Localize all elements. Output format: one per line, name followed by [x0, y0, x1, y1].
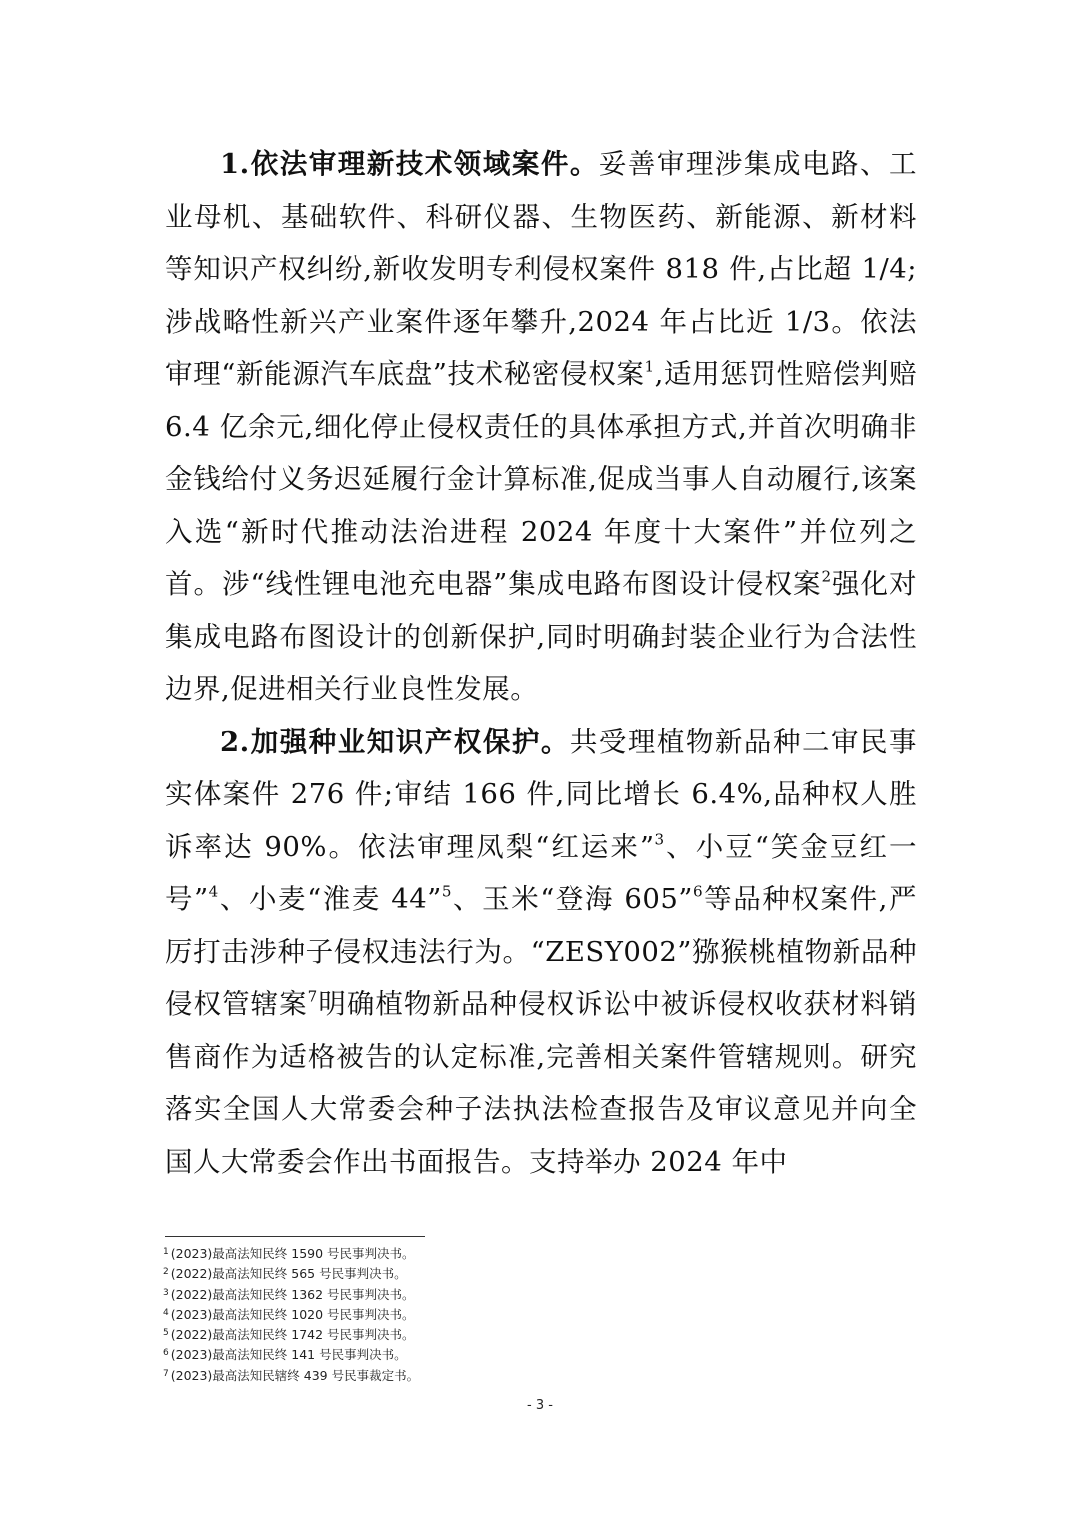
footnote-number: 1	[163, 1247, 169, 1257]
footnote-number: 2	[163, 1267, 169, 1278]
paragraph-text: 、小麦“淮麦 44”	[218, 883, 442, 915]
footnote-number: 7	[163, 1368, 169, 1379]
footnote-text: (2022)最高法知民终 1742 号民事判决书。	[170, 1327, 415, 1343]
footnote-item	[163, 1366, 863, 1386]
footnote-ref[interactable]: 2	[821, 567, 832, 586]
footnote-text: (2022)最高法知民终 1362 号民事判决书。	[170, 1286, 415, 1302]
paragraph-text: 共受理植物新品种二审民事实体案件 276 件;审结 166 件,同比增长 6.4%,品种权人胜诉率达 90%。依法审理凤梨“红运来”	[165, 725, 917, 863]
footnote-number: 3	[163, 1287, 169, 1298]
footnote-item	[163, 1264, 863, 1284]
footnote-ref[interactable]: 3	[654, 830, 665, 849]
footnote-ref[interactable]: 5	[441, 882, 452, 901]
paragraph-text: 、小豆“笑金豆红一号”	[165, 830, 917, 915]
footnote-text: (2022)最高法知民终 565 号民事判决书。	[170, 1266, 407, 1282]
paragraph-seed-ip-protection	[165, 716, 917, 1189]
paragraph-text: 等品种权案件,严厉打击涉种子侵权违法行为。“ZESY002”猕猴桃植物新品种侵权管辖案	[165, 883, 918, 1020]
footnote-ref[interactable]: 1	[644, 357, 655, 376]
footnotes	[163, 1244, 863, 1386]
footnote-ref[interactable]: 4	[208, 882, 219, 901]
paragraph-text: 妥善审理涉集成电路、工业母机、基础软件、科研仪器、生物医药、新能源、新材料等知识产权纠纷,新收发明专利侵权案件 818 件,占比超 1/4;涉战略性新兴产业案件逐年攀升,2024 年占比近 1/3。依法审理“新能源汽车底盘”技术秘密侵权案	[165, 148, 917, 390]
footnote-item	[163, 1285, 863, 1305]
paragraph-text: ,适用惩罚性赔偿判赔 6.4 亿余元,细化停止侵权责任的具体承担方式,并首次明确非金钱给付义务迟延履行金计算标准,促成当事人自动履行,该案入选“新时代推动法治进程 2024 年度十大案件”并位列之首。涉“线性锂电池充电器”集成电路布图设计侵权案	[165, 358, 917, 600]
page-number: - 3 -	[527, 1398, 553, 1413]
body-text	[165, 138, 917, 1188]
paragraph-text: 明确植物新品种侵权诉讼中被诉侵权收获材料销售商作为适格被告的认定标准,完善相关案件管辖规则。研究落实全国人大常委会种子法执法检查报告及审议意见并向全国人大常委会作出书面报告。支持举办 2024 年中	[165, 988, 918, 1178]
footnote-number: 6	[163, 1348, 169, 1359]
footnote-number: 4	[163, 1307, 169, 1318]
footnote-number: 5	[163, 1328, 169, 1339]
footnote-ref[interactable]: 6	[692, 882, 704, 901]
footnote-item	[163, 1244, 863, 1264]
footnote-divider	[165, 1236, 425, 1237]
paragraph-new-tech-cases	[165, 138, 917, 716]
footnote-item	[163, 1305, 863, 1325]
paragraph-text: 强化对集成电路布图设计的创新保护,同时明确封装企业行为合法性边界,促进相关行业良性发展。	[165, 568, 917, 705]
footnote-text: (2023)最高法知民辖终 439 号民事裁定书。	[170, 1367, 420, 1383]
footnote-item	[163, 1345, 863, 1365]
footnote-text: (2023)最高法知民终 1590 号民事判决书。	[170, 1246, 415, 1261]
paragraph-heading: 2.加强种业知识产权保护。	[220, 725, 570, 758]
footnote-text: (2023)最高法知民终 1020 号民事判决书。	[170, 1306, 415, 1322]
paragraph-heading: 1.依法审理新技术领域案件。	[220, 148, 599, 180]
footnote-text: (2023)最高法知民终 141 号民事判决书。	[170, 1347, 407, 1363]
footnote-item	[163, 1325, 863, 1345]
footnote-ref[interactable]: 7	[307, 987, 318, 1006]
paragraph-text: 、玉米“登海 605”	[451, 883, 693, 915]
